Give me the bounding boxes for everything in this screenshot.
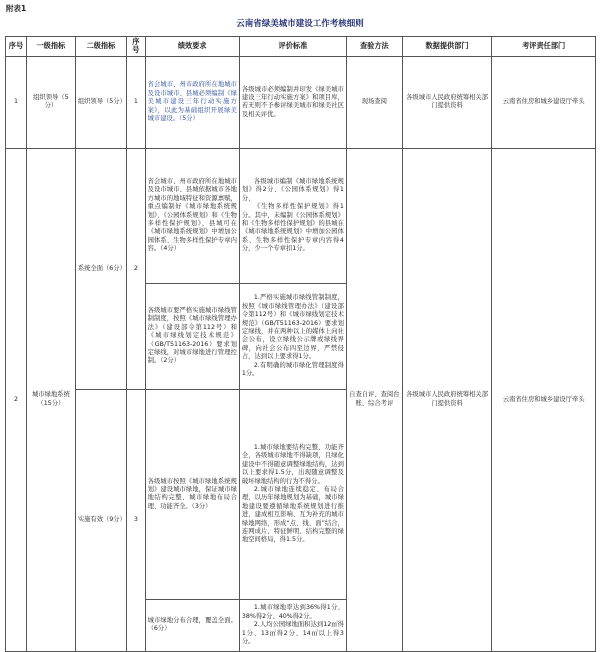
row-provider: 各级城市人民政府统筹相关部门提供资料 <box>402 148 492 651</box>
row-level1: 城市绿地系统（15分） <box>26 148 75 651</box>
row-sub-no: 2 <box>127 148 146 389</box>
criteria-line: 《生物多样性保护规划》得1分。其中，未编制《公园体系规划》和《生物多样性保护规划》的县城在《城市绿地系统规划》中增加公园体系、生物多样性保护专章内容得4分，少一个专章扣1分。 <box>241 203 344 253</box>
row-criteria <box>239 283 346 389</box>
header-criteria: 评价标准 <box>239 37 346 57</box>
header-sub-no: 序号 <box>127 37 146 57</box>
criteria-line: 2.人均公园绿地面积达到12㎡得1分、13㎡得2分、14㎡以上得3分。 <box>241 621 344 645</box>
row-method: 自查自评、查阅台账、综合考评 <box>346 148 402 651</box>
criteria-line: 各级城市编制《城市绿地系统规划》得2分、《公园体系规划》得1分、 <box>241 177 344 202</box>
table-row <box>6 148 596 283</box>
header-row <box>6 37 596 57</box>
header-no: 序号 <box>6 37 27 57</box>
assessment-table <box>5 36 596 652</box>
criteria-line: 2.城市绿地连续稳定、布局合理，以历年绿地规划为基础，城市绿地建设要遵循绿地系统规划进行推进，建成相互影响、互为补充的城市绿地网络，形成“点、线、面”结合，连网成片、特征鲜明、结构完整的绿地空间格局，得1.5分。 <box>241 485 344 544</box>
criteria-line: 1.严格实施城市绿线管制制度，按照《城市绿线管理办法》（建设部令第112号）和《城市绿线划定技术规范》（GB/T51163-2016）要求划定绿线，并在两种以上的媒体上向社会公布，设立绿线公示牌或绿线界碑，向社会公布四至边界，严禁侵占，达到以上要求得1分。 <box>241 294 344 361</box>
header-responsible: 考评责任部门 <box>492 37 596 57</box>
row-level2: 组织领导（5分） <box>75 56 126 148</box>
row-no: 2 <box>6 148 27 651</box>
row-method: 现场查阅 <box>346 56 402 148</box>
attachment-label: 附表1 <box>6 4 27 13</box>
row-sub-no: 3 <box>127 389 146 651</box>
criteria-line: 1.城市绿地率达到36%得1分、38%得2分、40%得2分。 <box>241 604 344 620</box>
row-criteria: 各级城市必须编制并印发《绿美城市建设三年行动实施方案》和项目库，若无则不予参评绿美城市和绿美社区及相关评优。 <box>239 56 346 148</box>
row-criteria <box>239 389 346 599</box>
header-level1: 一级指标 <box>26 37 75 57</box>
row-requirement: 各级城市要严格实施城市绿线管制制度，按照《城市绿线管理办法》（建设部令第112号）和《城市绿线划定技术规范》（GB/T51163-2016）要求划定绿线，对城市绿地进行管理控制。（2分） <box>145 283 239 389</box>
header-requirement: 绩效要求 <box>145 37 239 57</box>
header-method: 查验方法 <box>346 37 402 57</box>
row-provider: 各级城市人民政府统筹相关部门提供资料 <box>402 56 492 148</box>
header-provider: 数据提供部门 <box>402 37 492 57</box>
row-level2: 系统全面（6分） <box>75 148 126 389</box>
row-responsible: 云南省住房和城乡建设厅牵头 <box>492 56 596 148</box>
criteria-line: 2.有明确的城市绿化管理制度得1分。 <box>241 361 344 377</box>
row-criteria <box>239 599 346 651</box>
row-requirement: 城市绿地分布合理，覆盖全面。（6分） <box>145 599 239 651</box>
table-row <box>6 56 596 148</box>
row-level2: 实施有效（9分） <box>75 389 126 651</box>
row-requirement: 省会城市、州市政府所在地城市及设市城市、县城必须编制《绿美城市建设三年行动实施方案》，以此为基础组织开展绿美城市建设。（5分） <box>145 56 239 148</box>
row-sub-no: 1 <box>127 56 146 148</box>
row-no: 1 <box>6 56 27 148</box>
row-criteria <box>239 148 346 283</box>
row-level1: 组织领导（5分） <box>26 56 75 148</box>
row-responsible: 云南省住房和城乡建设厅牵头 <box>492 148 596 651</box>
row-requirement: 省会城市、州市政府所在地城市及设市城市、县城依据城市各地方城市的地域特征和资源禀赋，重点编制好《城市绿地系统规划》、《公园体系规划》和《生物多样性保护规划》，县城可在《城市绿地系统规划》中增加公园体系、生物多样性保护专章内容。（4分） <box>145 148 239 283</box>
page-title: 云南省绿美城市建设工作考核细则 <box>236 19 364 29</box>
row-requirement: 各级城市按照《城市绿地系统规划》建设城市绿地，保证城市绿地结构完整、城市绿地布局合理、功能齐全。（3分） <box>145 389 239 599</box>
criteria-line: 1.城市绿地要结构完整、功能齐全，各级城市绿地不得缺项，且绿化建设中不得随意调整绿地结构，达到以上要求得1.5分，出现随意调整及破坏绿地结构的行为不得分。 <box>241 443 344 485</box>
header-level2: 二级指标 <box>75 37 126 57</box>
